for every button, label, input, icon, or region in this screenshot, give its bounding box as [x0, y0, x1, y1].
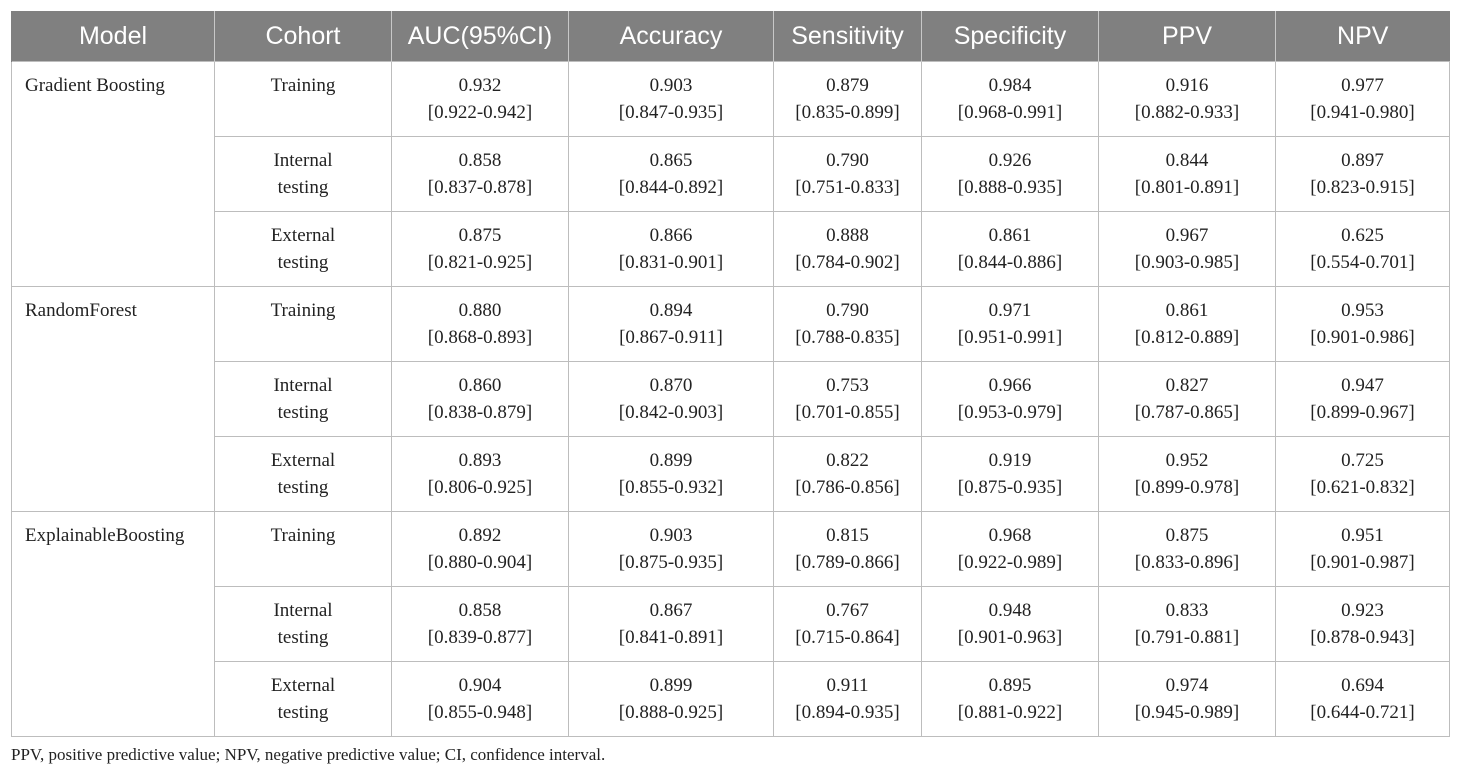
model-name: RandomForest	[25, 300, 137, 321]
point-estimate: 0.947	[1341, 375, 1384, 396]
metric-value	[569, 362, 773, 426]
point-estimate: 0.904	[458, 675, 502, 696]
point-estimate: 0.694	[1341, 675, 1384, 696]
cohort-line: Internal	[273, 150, 333, 171]
accuracy-cell	[569, 62, 774, 137]
metric-value	[1099, 362, 1275, 426]
ppv-cell	[1099, 437, 1276, 512]
confidence-interval: [0.878-0.943]	[1310, 627, 1415, 648]
cohort-line: Internal	[273, 375, 333, 396]
metric-value	[774, 587, 921, 651]
specificity-cell	[922, 137, 1099, 212]
confidence-interval: [0.788-0.835]	[795, 327, 900, 348]
confidence-interval: [0.751-0.833]	[795, 177, 900, 198]
ppv-cell	[1099, 212, 1276, 287]
confidence-interval: [0.833-0.896]	[1134, 552, 1240, 573]
point-estimate: 0.865	[649, 150, 693, 171]
point-estimate: 0.974	[1165, 675, 1209, 696]
confidence-interval: [0.888-0.925]	[618, 702, 724, 723]
confidence-interval: [0.899-0.967]	[1310, 402, 1415, 423]
cohort-label	[215, 137, 391, 201]
confidence-interval: [0.835-0.899]	[795, 102, 900, 123]
header-accuracy: Accuracy	[569, 11, 774, 62]
confidence-interval: [0.821-0.925]	[427, 252, 533, 273]
point-estimate: 0.753	[826, 375, 869, 396]
confidence-interval: [0.888-0.935]	[957, 177, 1063, 198]
metric-value	[392, 362, 568, 426]
confidence-interval: [0.715-0.864]	[795, 627, 900, 648]
metric-value	[392, 662, 568, 726]
model-name: ExplainableBoosting	[25, 525, 185, 546]
auc-cell	[392, 662, 569, 737]
point-estimate: 0.870	[649, 375, 693, 396]
metric-value	[1276, 437, 1449, 501]
point-estimate: 0.899	[649, 450, 693, 471]
metric-value	[922, 437, 1098, 501]
metric-value	[922, 62, 1098, 126]
confidence-interval: [0.812-0.889]	[1134, 327, 1240, 348]
sensitivity-cell	[774, 662, 922, 737]
header-row	[12, 11, 1450, 62]
confidence-interval: [0.867-0.911]	[619, 327, 723, 348]
header-npv: NPV	[1276, 11, 1450, 62]
cohort-line: External	[270, 225, 336, 246]
point-estimate: 0.984	[988, 75, 1032, 96]
cohort-label	[215, 362, 391, 426]
confidence-interval: [0.644-0.721]	[1310, 702, 1415, 723]
confidence-interval: [0.953-0.979]	[957, 402, 1063, 423]
header-ppv: PPV	[1099, 11, 1276, 62]
model-cell	[12, 287, 215, 512]
metric-value	[1276, 62, 1449, 126]
table-row	[12, 512, 1450, 587]
accuracy-cell	[569, 587, 774, 662]
metric-value	[569, 437, 773, 501]
cohort-line: Training	[270, 525, 336, 546]
point-estimate: 0.875	[458, 225, 502, 246]
confidence-interval: [0.839-0.877]	[427, 627, 533, 648]
point-estimate: 0.880	[458, 300, 502, 321]
confidence-interval: [0.806-0.925]	[427, 477, 533, 498]
header-model: Model	[12, 11, 215, 62]
point-estimate: 0.861	[1165, 300, 1209, 321]
metric-value	[774, 137, 921, 201]
cohort-cell	[215, 662, 392, 737]
point-estimate: 0.625	[1341, 225, 1384, 246]
cohort-line: Training	[270, 75, 336, 96]
sensitivity-cell	[774, 137, 922, 212]
cohort-label	[215, 662, 391, 726]
cohort-cell	[215, 362, 392, 437]
confidence-interval: [0.801-0.891]	[1134, 177, 1240, 198]
auc-cell	[392, 212, 569, 287]
npv-cell	[1276, 287, 1450, 362]
point-estimate: 0.858	[458, 150, 502, 171]
specificity-cell	[922, 287, 1099, 362]
cohort-line: testing	[277, 477, 329, 498]
table-row	[12, 62, 1450, 137]
sensitivity-cell	[774, 62, 922, 137]
metric-value	[569, 587, 773, 651]
point-estimate: 0.844	[1165, 150, 1209, 171]
confidence-interval: [0.945-0.989]	[1134, 702, 1240, 723]
table-body	[12, 62, 1450, 737]
point-estimate: 0.888	[826, 225, 869, 246]
confidence-interval: [0.855-0.948]	[427, 702, 533, 723]
auc-cell	[392, 362, 569, 437]
ppv-cell	[1099, 287, 1276, 362]
metric-value	[1099, 437, 1275, 501]
auc-cell	[392, 437, 569, 512]
point-estimate: 0.892	[458, 525, 502, 546]
metric-value	[922, 137, 1098, 201]
point-estimate: 0.966	[988, 375, 1032, 396]
cohort-cell	[215, 287, 392, 362]
metric-value	[1276, 287, 1449, 351]
point-estimate: 0.923	[1341, 600, 1384, 621]
point-estimate: 0.897	[1341, 150, 1384, 171]
auc-cell	[392, 287, 569, 362]
cohort-label	[215, 212, 391, 276]
confidence-interval: [0.855-0.932]	[618, 477, 724, 498]
metric-value	[1099, 62, 1275, 126]
confidence-interval: [0.880-0.904]	[427, 552, 533, 573]
cohort-line: testing	[277, 252, 329, 273]
cohort-label	[215, 512, 391, 549]
point-estimate: 0.932	[458, 75, 502, 96]
confidence-interval: [0.875-0.935]	[957, 477, 1063, 498]
confidence-interval: [0.903-0.985]	[1134, 252, 1240, 273]
results-table-container	[11, 11, 1449, 737]
cohort-cell	[215, 62, 392, 137]
metric-value	[922, 212, 1098, 276]
confidence-interval: [0.868-0.893]	[427, 327, 533, 348]
metric-value	[1099, 137, 1275, 201]
confidence-interval: [0.847-0.935]	[618, 102, 724, 123]
table-row	[12, 662, 1450, 737]
point-estimate: 0.895	[988, 675, 1032, 696]
auc-cell	[392, 62, 569, 137]
point-estimate: 0.926	[988, 150, 1032, 171]
metric-value	[1276, 137, 1449, 201]
metric-value	[922, 287, 1098, 351]
table-footnote: PPV, positive predictive value; NPV, negative predictive value; CI, confidence interval.	[11, 745, 606, 764]
metric-value	[1276, 362, 1449, 426]
point-estimate: 0.893	[458, 450, 502, 471]
metric-value	[392, 212, 568, 276]
metric-value	[774, 662, 921, 726]
ppv-cell	[1099, 362, 1276, 437]
auc-cell	[392, 587, 569, 662]
confidence-interval: [0.901-0.987]	[1310, 552, 1415, 573]
point-estimate: 0.899	[649, 675, 693, 696]
point-estimate: 0.967	[1165, 225, 1209, 246]
cohort-line: External	[270, 450, 336, 471]
ppv-cell	[1099, 662, 1276, 737]
metric-value	[774, 287, 921, 351]
specificity-cell	[922, 587, 1099, 662]
metric-value	[1099, 287, 1275, 351]
confidence-interval: [0.838-0.879]	[427, 402, 533, 423]
metric-value	[392, 137, 568, 201]
accuracy-cell	[569, 212, 774, 287]
table-row	[12, 212, 1450, 287]
sensitivity-cell	[774, 362, 922, 437]
table-row	[12, 287, 1450, 362]
metric-value	[392, 287, 568, 351]
auc-cell	[392, 512, 569, 587]
confidence-interval: [0.941-0.980]	[1310, 102, 1415, 123]
ppv-cell	[1099, 137, 1276, 212]
specificity-cell	[922, 362, 1099, 437]
point-estimate: 0.866	[649, 225, 693, 246]
confidence-interval: [0.786-0.856]	[795, 477, 900, 498]
model-cell	[12, 62, 215, 287]
header-sensitivity: Sensitivity	[774, 11, 922, 62]
confidence-interval: [0.882-0.933]	[1134, 102, 1240, 123]
metric-value	[1099, 212, 1275, 276]
metric-value	[569, 287, 773, 351]
point-estimate: 0.867	[649, 600, 693, 621]
metric-value	[1276, 512, 1449, 576]
header-specificity: Specificity	[922, 11, 1099, 62]
confidence-interval: [0.901-0.986]	[1310, 327, 1415, 348]
accuracy-cell	[569, 662, 774, 737]
point-estimate: 0.833	[1165, 600, 1209, 621]
confidence-interval: [0.951-0.991]	[957, 327, 1063, 348]
cohort-line: testing	[277, 627, 329, 648]
point-estimate: 0.968	[988, 525, 1032, 546]
point-estimate: 0.860	[458, 375, 502, 396]
confidence-interval: [0.787-0.865]	[1134, 402, 1240, 423]
metric-value	[392, 512, 568, 576]
confidence-interval: [0.837-0.878]	[427, 177, 533, 198]
npv-cell	[1276, 662, 1450, 737]
specificity-cell	[922, 512, 1099, 587]
cohort-cell	[215, 512, 392, 587]
confidence-interval: [0.842-0.903]	[618, 402, 724, 423]
sensitivity-cell	[774, 437, 922, 512]
confidence-interval: [0.823-0.915]	[1310, 177, 1415, 198]
point-estimate: 0.951	[1341, 525, 1384, 546]
confidence-interval: [0.791-0.881]	[1134, 627, 1240, 648]
ppv-cell	[1099, 512, 1276, 587]
confidence-interval: [0.922-0.989]	[957, 552, 1063, 573]
point-estimate: 0.725	[1341, 450, 1384, 471]
model-cell	[12, 512, 215, 737]
point-estimate: 0.894	[649, 300, 693, 321]
model-performance-table	[11, 11, 1450, 737]
metric-value	[569, 512, 773, 576]
table-row	[12, 362, 1450, 437]
npv-cell	[1276, 512, 1450, 587]
metric-value	[774, 62, 921, 126]
sensitivity-cell	[774, 512, 922, 587]
point-estimate: 0.903	[649, 75, 693, 96]
cohort-cell	[215, 212, 392, 287]
point-estimate: 0.953	[1341, 300, 1384, 321]
confidence-interval: [0.554-0.701]	[1310, 252, 1415, 273]
point-estimate: 0.911	[826, 675, 869, 696]
specificity-cell	[922, 212, 1099, 287]
metric-value	[569, 137, 773, 201]
metric-value	[774, 437, 921, 501]
confidence-interval: [0.968-0.991]	[957, 102, 1063, 123]
confidence-interval: [0.875-0.935]	[618, 552, 724, 573]
metric-value	[774, 212, 921, 276]
point-estimate: 0.827	[1165, 375, 1209, 396]
point-estimate: 0.790	[826, 150, 869, 171]
cohort-label	[215, 437, 391, 501]
npv-cell	[1276, 437, 1450, 512]
npv-cell	[1276, 362, 1450, 437]
cohort-label	[215, 287, 391, 324]
cohort-line: Training	[270, 300, 336, 321]
metric-value	[392, 62, 568, 126]
metric-value	[774, 362, 921, 426]
point-estimate: 0.919	[988, 450, 1032, 471]
table-row	[12, 587, 1450, 662]
metric-value	[569, 662, 773, 726]
metric-value	[392, 587, 568, 651]
specificity-cell	[922, 662, 1099, 737]
confidence-interval: [0.922-0.942]	[427, 102, 533, 123]
point-estimate: 0.767	[826, 600, 869, 621]
metric-value	[1099, 662, 1275, 726]
specificity-cell	[922, 437, 1099, 512]
metric-value	[1276, 662, 1449, 726]
confidence-interval: [0.844-0.886]	[957, 252, 1063, 273]
metric-value	[922, 362, 1098, 426]
point-estimate: 0.971	[988, 300, 1032, 321]
point-estimate: 0.822	[826, 450, 869, 471]
accuracy-cell	[569, 287, 774, 362]
point-estimate: 0.858	[458, 600, 502, 621]
metric-value	[922, 662, 1098, 726]
cohort-cell	[215, 587, 392, 662]
npv-cell	[1276, 212, 1450, 287]
cohort-line: testing	[277, 402, 329, 423]
confidence-interval: [0.844-0.892]	[618, 177, 724, 198]
confidence-interval: [0.881-0.922]	[957, 702, 1063, 723]
cohort-cell	[215, 137, 392, 212]
point-estimate: 0.903	[649, 525, 693, 546]
sensitivity-cell	[774, 212, 922, 287]
ppv-cell	[1099, 587, 1276, 662]
metric-value	[1276, 212, 1449, 276]
cohort-line: External	[270, 675, 336, 696]
model-name: Gradient Boosting	[25, 75, 165, 96]
accuracy-cell	[569, 362, 774, 437]
confidence-interval: [0.621-0.832]	[1310, 477, 1415, 498]
confidence-interval: [0.894-0.935]	[795, 702, 900, 723]
metric-value	[569, 212, 773, 276]
sensitivity-cell	[774, 287, 922, 362]
cohort-line: testing	[277, 177, 329, 198]
confidence-interval: [0.841-0.891]	[618, 627, 724, 648]
confidence-interval: [0.701-0.855]	[795, 402, 900, 423]
metric-value	[1099, 587, 1275, 651]
cohort-cell	[215, 437, 392, 512]
npv-cell	[1276, 62, 1450, 137]
point-estimate: 0.916	[1165, 75, 1209, 96]
metric-value	[392, 437, 568, 501]
table-row	[12, 137, 1450, 212]
metric-value	[1099, 512, 1275, 576]
accuracy-cell	[569, 512, 774, 587]
cohort-line: Internal	[273, 600, 333, 621]
sensitivity-cell	[774, 587, 922, 662]
metric-value	[774, 512, 921, 576]
cohort-line: testing	[277, 702, 329, 723]
metric-value	[922, 512, 1098, 576]
point-estimate: 0.952	[1165, 450, 1209, 471]
point-estimate: 0.790	[826, 300, 869, 321]
accuracy-cell	[569, 437, 774, 512]
npv-cell	[1276, 587, 1450, 662]
point-estimate: 0.977	[1341, 75, 1384, 96]
cohort-label	[215, 587, 391, 651]
table-row	[12, 437, 1450, 512]
point-estimate: 0.879	[826, 75, 869, 96]
confidence-interval: [0.831-0.901]	[618, 252, 724, 273]
confidence-interval: [0.784-0.902]	[795, 252, 900, 273]
metric-value	[1276, 587, 1449, 651]
accuracy-cell	[569, 137, 774, 212]
point-estimate: 0.948	[988, 600, 1032, 621]
point-estimate: 0.875	[1165, 525, 1209, 546]
confidence-interval: [0.901-0.963]	[957, 627, 1063, 648]
header-cohort: Cohort	[215, 11, 392, 62]
npv-cell	[1276, 137, 1450, 212]
point-estimate: 0.861	[988, 225, 1032, 246]
point-estimate: 0.815	[826, 525, 869, 546]
metric-value	[569, 62, 773, 126]
cohort-label	[215, 62, 391, 99]
auc-cell	[392, 137, 569, 212]
confidence-interval: [0.899-0.978]	[1134, 477, 1240, 498]
metric-value	[922, 587, 1098, 651]
header-auc: AUC(95%CI)	[392, 11, 569, 62]
confidence-interval: [0.789-0.866]	[795, 552, 900, 573]
specificity-cell	[922, 62, 1099, 137]
ppv-cell	[1099, 62, 1276, 137]
